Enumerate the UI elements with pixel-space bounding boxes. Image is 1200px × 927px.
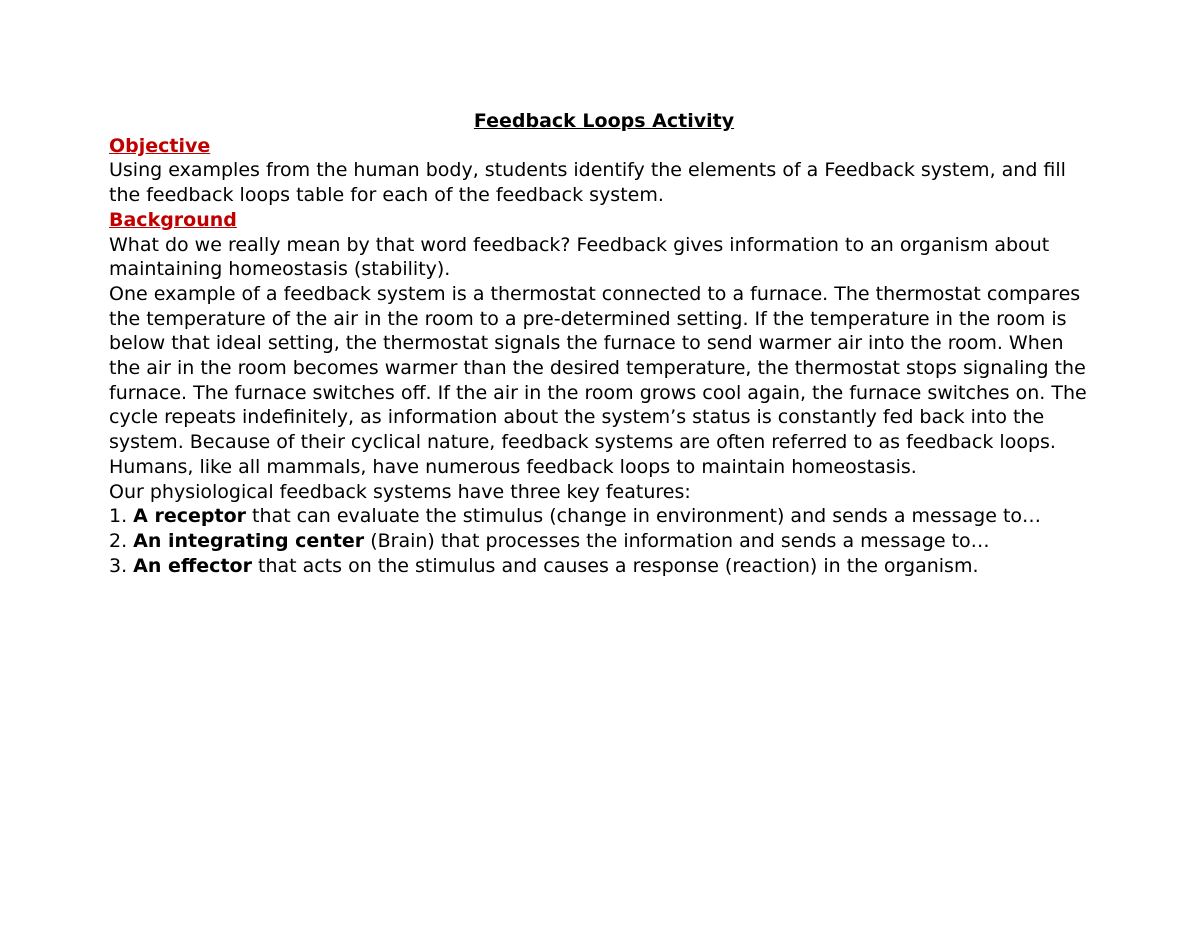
document-page (109, 109, 1099, 578)
feature-number: 1. (109, 505, 134, 528)
feature-term: An effector (133, 554, 252, 577)
feature-number: 2. (109, 529, 134, 552)
feature-term: A receptor (133, 505, 247, 528)
feature-item-receptor (109, 504, 1099, 529)
feature-term: An integrating center (133, 529, 365, 552)
feature-number: 3. (109, 554, 134, 577)
feature-description: that can evaluate the stimulus (change in environment) and sends a message to… (246, 505, 1042, 528)
background-paragraph-1: What do we really mean by that word feedback? Feedback gives information to an organism about maintaining homeostasis (stability). (109, 233, 1050, 281)
feature-item-effector (109, 554, 1099, 579)
objective-text: Using examples from the human body, students identify the elements of a Feedback system, and fill the feedback loops table for each of the feedback system. (109, 159, 1066, 207)
feature-item-integrating-center (109, 529, 1099, 554)
feature-description: that acts on the stimulus and causes a response (reaction) in the organism. (251, 554, 979, 577)
feature-description: (Brain) that processes the information and sends a message to… (364, 529, 990, 552)
background-paragraph-2: One example of a feedback system is a thermostat connected to a furnace. The thermostat compares the temperature of the air in the room to a pre-determined setting. If the temperature in the room is below that ideal setting, the thermostat signals the furnace to send warmer air into the room. When the air in the room becomes warmer than the desired temperature, the thermostat stops signaling the furnace. The furnace switches off. If the air in the room grows cool again, the furnace switches on. The cycle repeats indefinitely, as information about the system’s status is constantly fed back into the system. Because of their cyclical nature, feedback systems are often referred to as feedback loops. Humans, like all mammals, have numerous feedback loops to maintain homeostasis. (109, 282, 1087, 478)
document-title: Feedback Loops Activity (473, 110, 735, 132)
background-heading: Background (109, 208, 237, 231)
objective-heading: Objective (109, 134, 211, 157)
background-paragraph-3: Our physiological feedback systems have three key features: (109, 480, 691, 503)
